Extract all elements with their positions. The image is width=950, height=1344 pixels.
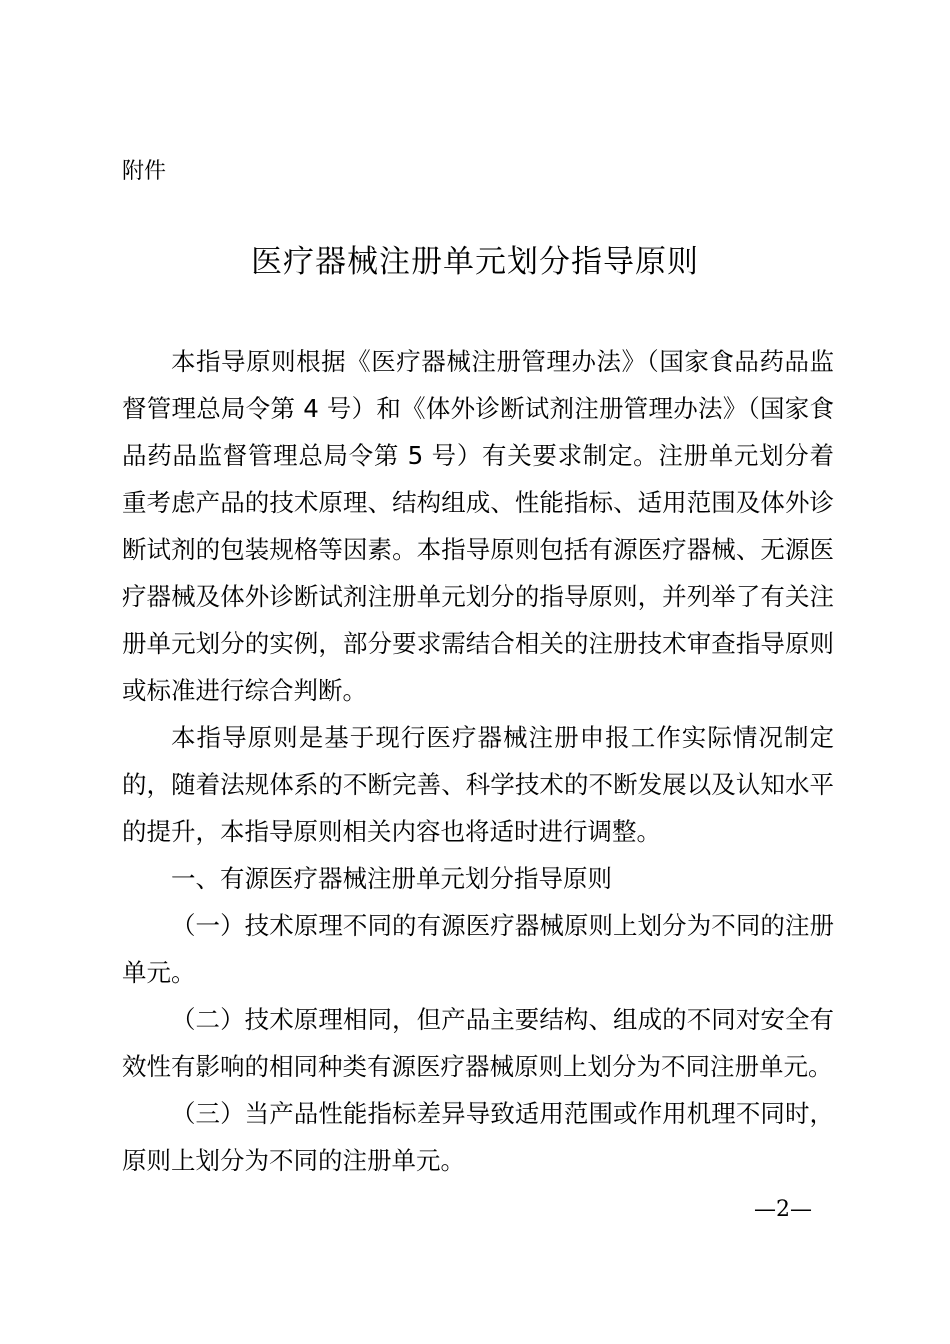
paragraph-basis: 本指导原则根据《医疗器械注册管理办法》（国家食品药品监督管理总局令第 4 号）和《体外诊断试剂注册管理办法》（国家食品药品监督管理总局令第 5 号）有关要求制定。注册单元划分着重考虑产品的技术原理、结构组成、性能指标、适用范围及体外诊断试剂的包装规格等因素。本指导原则包括有源医疗器械、无源医疗器械及体外诊断试剂注册单元划分的指导原则，并列举了有关注册单元划分的实例，部分要求需结合相关的注册技术审查指导原则或标准进行综合判断。 — [122, 347, 834, 705]
page-number: —2— — [754, 1197, 812, 1222]
section-heading-active-devices: 一、有源医疗器械注册单元划分指导原则 — [171, 864, 612, 893]
paragraph-item-1: （一）技术原理不同的有源医疗器械原则上划分为不同的注册单元。 — [122, 911, 834, 987]
document-body — [122, 338, 834, 1184]
attachment-label: 附件 — [122, 159, 167, 184]
paragraph-adjustment: 本指导原则是基于现行医疗器械注册申报工作实际情况制定的，随着法规体系的不断完善、科学技术的不断发展以及认知水平的提升，本指导原则相关内容也将适时进行调整。 — [122, 723, 834, 846]
document-title: 医疗器械注册单元划分指导原则 — [251, 244, 699, 280]
paragraph-item-2: （二）技术原理相同，但产品主要结构、组成的不同对安全有效性有影响的相同种类有源医疗器械原则上划分为不同注册单元。 — [122, 1005, 834, 1081]
paragraph-item-3: （三）当产品性能指标差异导致适用范围或作用机理不同时，原则上划分为不同的注册单元。 — [122, 1099, 834, 1175]
